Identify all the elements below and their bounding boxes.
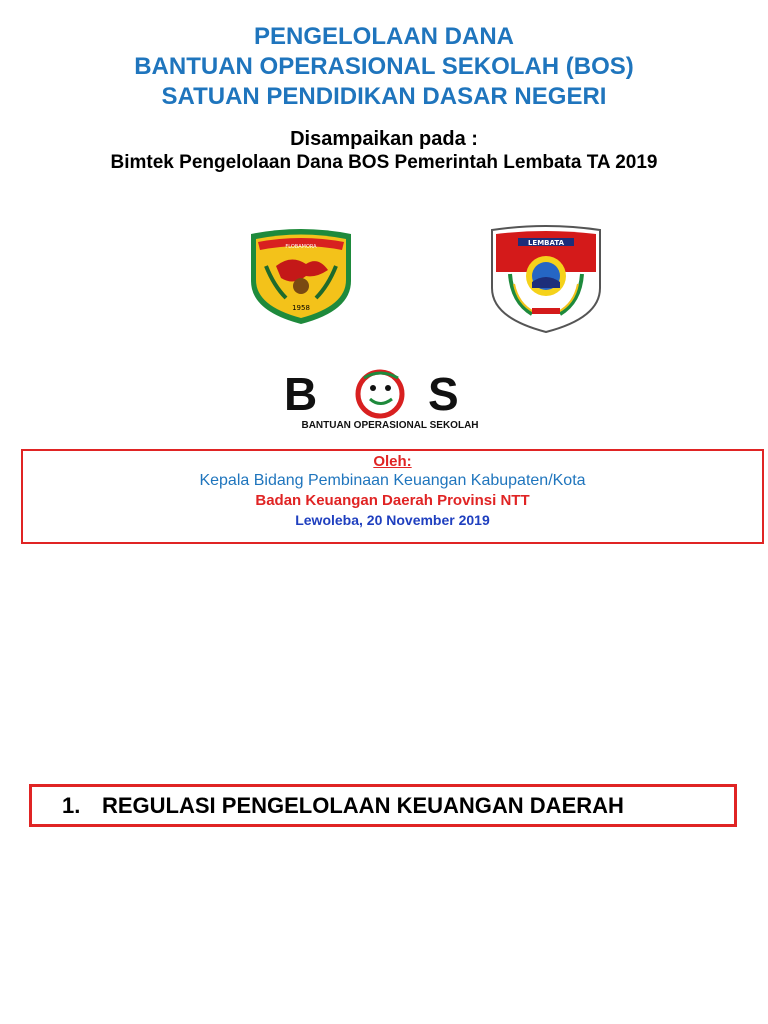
- place-date: Lewoleba, 20 November 2019: [295, 512, 490, 528]
- bos-letter-s: S: [428, 368, 459, 420]
- bos-letter-b: B: [284, 368, 318, 420]
- section-heading-box: [29, 784, 737, 827]
- presenter-box: [21, 449, 764, 544]
- document-title: [0, 22, 768, 112]
- svg-text:FLOBAMORA: FLOBAMORA: [285, 244, 317, 250]
- title-line-1: PENGELOLAAN DANA: [253, 23, 514, 50]
- title-line-3: SATUAN PENDIDIKAN DASAR NEGERI: [161, 83, 607, 110]
- subtitle-line-1: Disampaikan pada :: [290, 128, 478, 150]
- presenter-agency: Badan Keuangan Daerah Provinsi NTT: [255, 492, 530, 509]
- section-number: 1.: [62, 793, 81, 818]
- lembata-emblem-icon: [488, 224, 604, 334]
- provincial-emblem-icon: [246, 226, 356, 326]
- bos-logo: [280, 366, 500, 436]
- subtitle-line-2: Bimtek Pengelolaan Dana BOS Pemerintah Lembata TA 2019: [110, 152, 658, 173]
- presenter-position: Kepala Bidang Pembinaan Keuangan Kabupaten/Kota: [199, 472, 586, 489]
- section-title: REGULASI PENGELOLAAN KEUANGAN DAERAH: [102, 793, 624, 818]
- emblem-year: 1958: [292, 304, 310, 312]
- subtitle: [0, 127, 768, 175]
- emblem-name: LEMBATA: [527, 239, 565, 247]
- bos-tagline: BANTUAN OPERASIONAL SEKOLAH: [301, 420, 479, 431]
- title-line-2: BANTUAN OPERASIONAL SEKOLAH (BOS): [134, 53, 634, 80]
- oleh-label: Oleh:: [373, 453, 412, 470]
